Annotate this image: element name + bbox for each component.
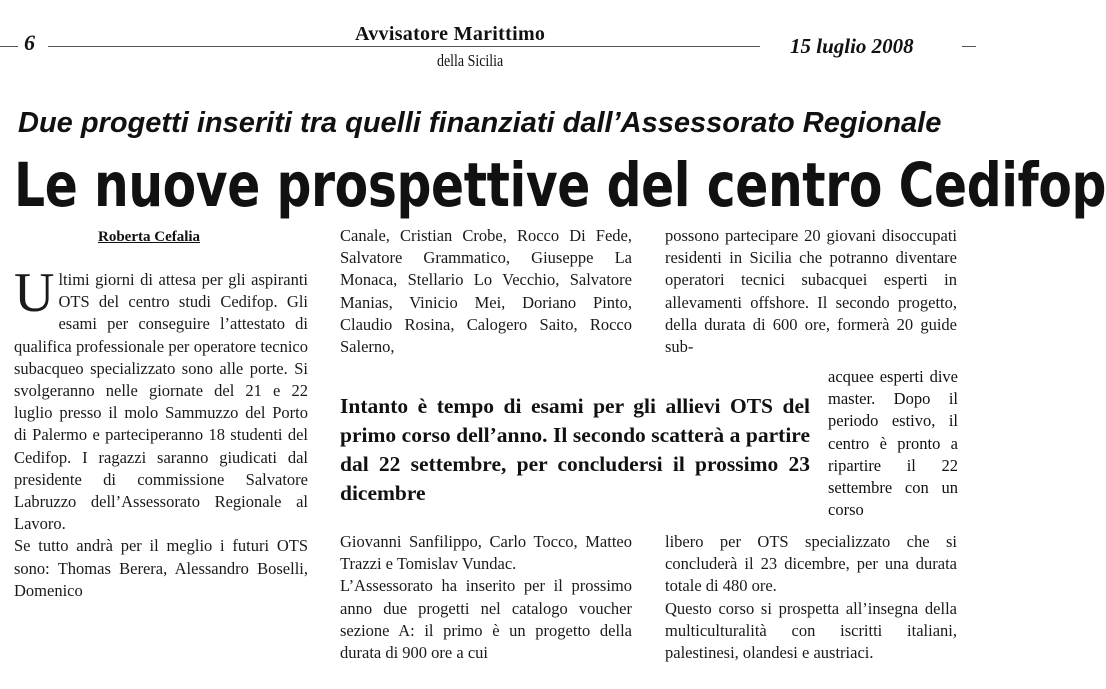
paragraph-names: Canale, Cristian Crobe, Rocco Di Fede, Salvatore Grammatico, Giuseppe La Monaca, Stellario Lo Vecchio, Salvatore Manias, Vinicio Mei, Doriano Pinto, Claudio Rosina, Calogero Saito, Rocco Salerno, (340, 226, 632, 357)
pull-quote: Intanto è tempo di esami per gli allievi OTS del primo corso dell’anno. Il secondo scatterà a partire dal 22 settembre, per concludersi il prossimo 23 dicembre (340, 394, 810, 505)
paragraph-course: libero per OTS specializzato che si concluderà il 23 dicembre, per una durata totale di 480 ore. (665, 532, 957, 596)
article-column-1 (14, 262, 308, 602)
page-number: 6 (24, 30, 35, 55)
paragraph-projects: L’Assessorato ha inserito per il prossimo anno due progetti nel catalogo voucher sezione A: il primo è un progetto della durata di 900 ore a cui (340, 576, 632, 663)
article-column-2-top (340, 225, 632, 358)
publication-subtitle: della Sicilia (437, 51, 504, 70)
paragraph-multicultural: Questo corso si prospetta all’insegna della multiculturalità con iscritti italiani, palestinesi, olandesi e austriaci. (665, 598, 957, 663)
article-column-2-bottom (340, 531, 632, 664)
paragraph-students: Se tutto andrà per il meglio i futuri OTS sono: Thomas Berera, Alessandro Boselli, Domenico (14, 536, 308, 600)
paragraph-intro (14, 262, 308, 535)
article-column-3-side (828, 366, 958, 521)
masthead-rule-left-short (0, 46, 18, 47)
paragraph-projects-cont: possono partecipare 20 giovani disoccupati residenti in Sicilia che potranno diventare operatori tecnici subacquei esperti in allevamenti offshore. Il secondo progetto, della durata di 600 ore, formerà 20 guide sub- (665, 226, 957, 357)
article-column-3-bottom (665, 531, 957, 664)
masthead-rule-right (962, 46, 976, 47)
masthead-rule-left (48, 46, 760, 47)
paragraph-names-end: Giovanni Sanfilippo, Carlo Tocco, Matteo Trazzi e Tomislav Vundac. (340, 532, 632, 574)
issue-date: 15 luglio 2008 (790, 34, 914, 58)
paragraph-intro-text: ltimi giorni di attesa per gli aspiranti OTS del centro studi Cedifop. Gli esami per conseguire l’attestato di qualifica professionale per operatore tecnico subacqueo specializzato sono alle porte. Si svolgeranno nelle giornate del 21 e 22 luglio presso il molo Sammuzzo del Porto di Palermo e parteciperanno 18 studenti del Cedifop. I ragazzi saranno giudicati dal presidente di commissione Salvatore Labruzzo dell’Assessorato Regionale al Lavoro. (14, 270, 308, 534)
article-kicker: Due progetti inseriti tra quelli finanziati dall’Assessorato Regionale (18, 107, 942, 139)
article-byline: Roberta Cefalia (98, 229, 201, 245)
article-column-3-top (665, 225, 957, 358)
article-headline: Le nuove prospettive del centro Cedifop (14, 150, 1106, 221)
publication-title: Avvisatore Marittimo (355, 23, 546, 45)
paragraph-period: acquee esperti dive master. Dopo il periodo estivo, il centro è pronto a ripartire il 22 settembre con un corso (828, 367, 958, 520)
drop-cap: U (14, 262, 55, 324)
